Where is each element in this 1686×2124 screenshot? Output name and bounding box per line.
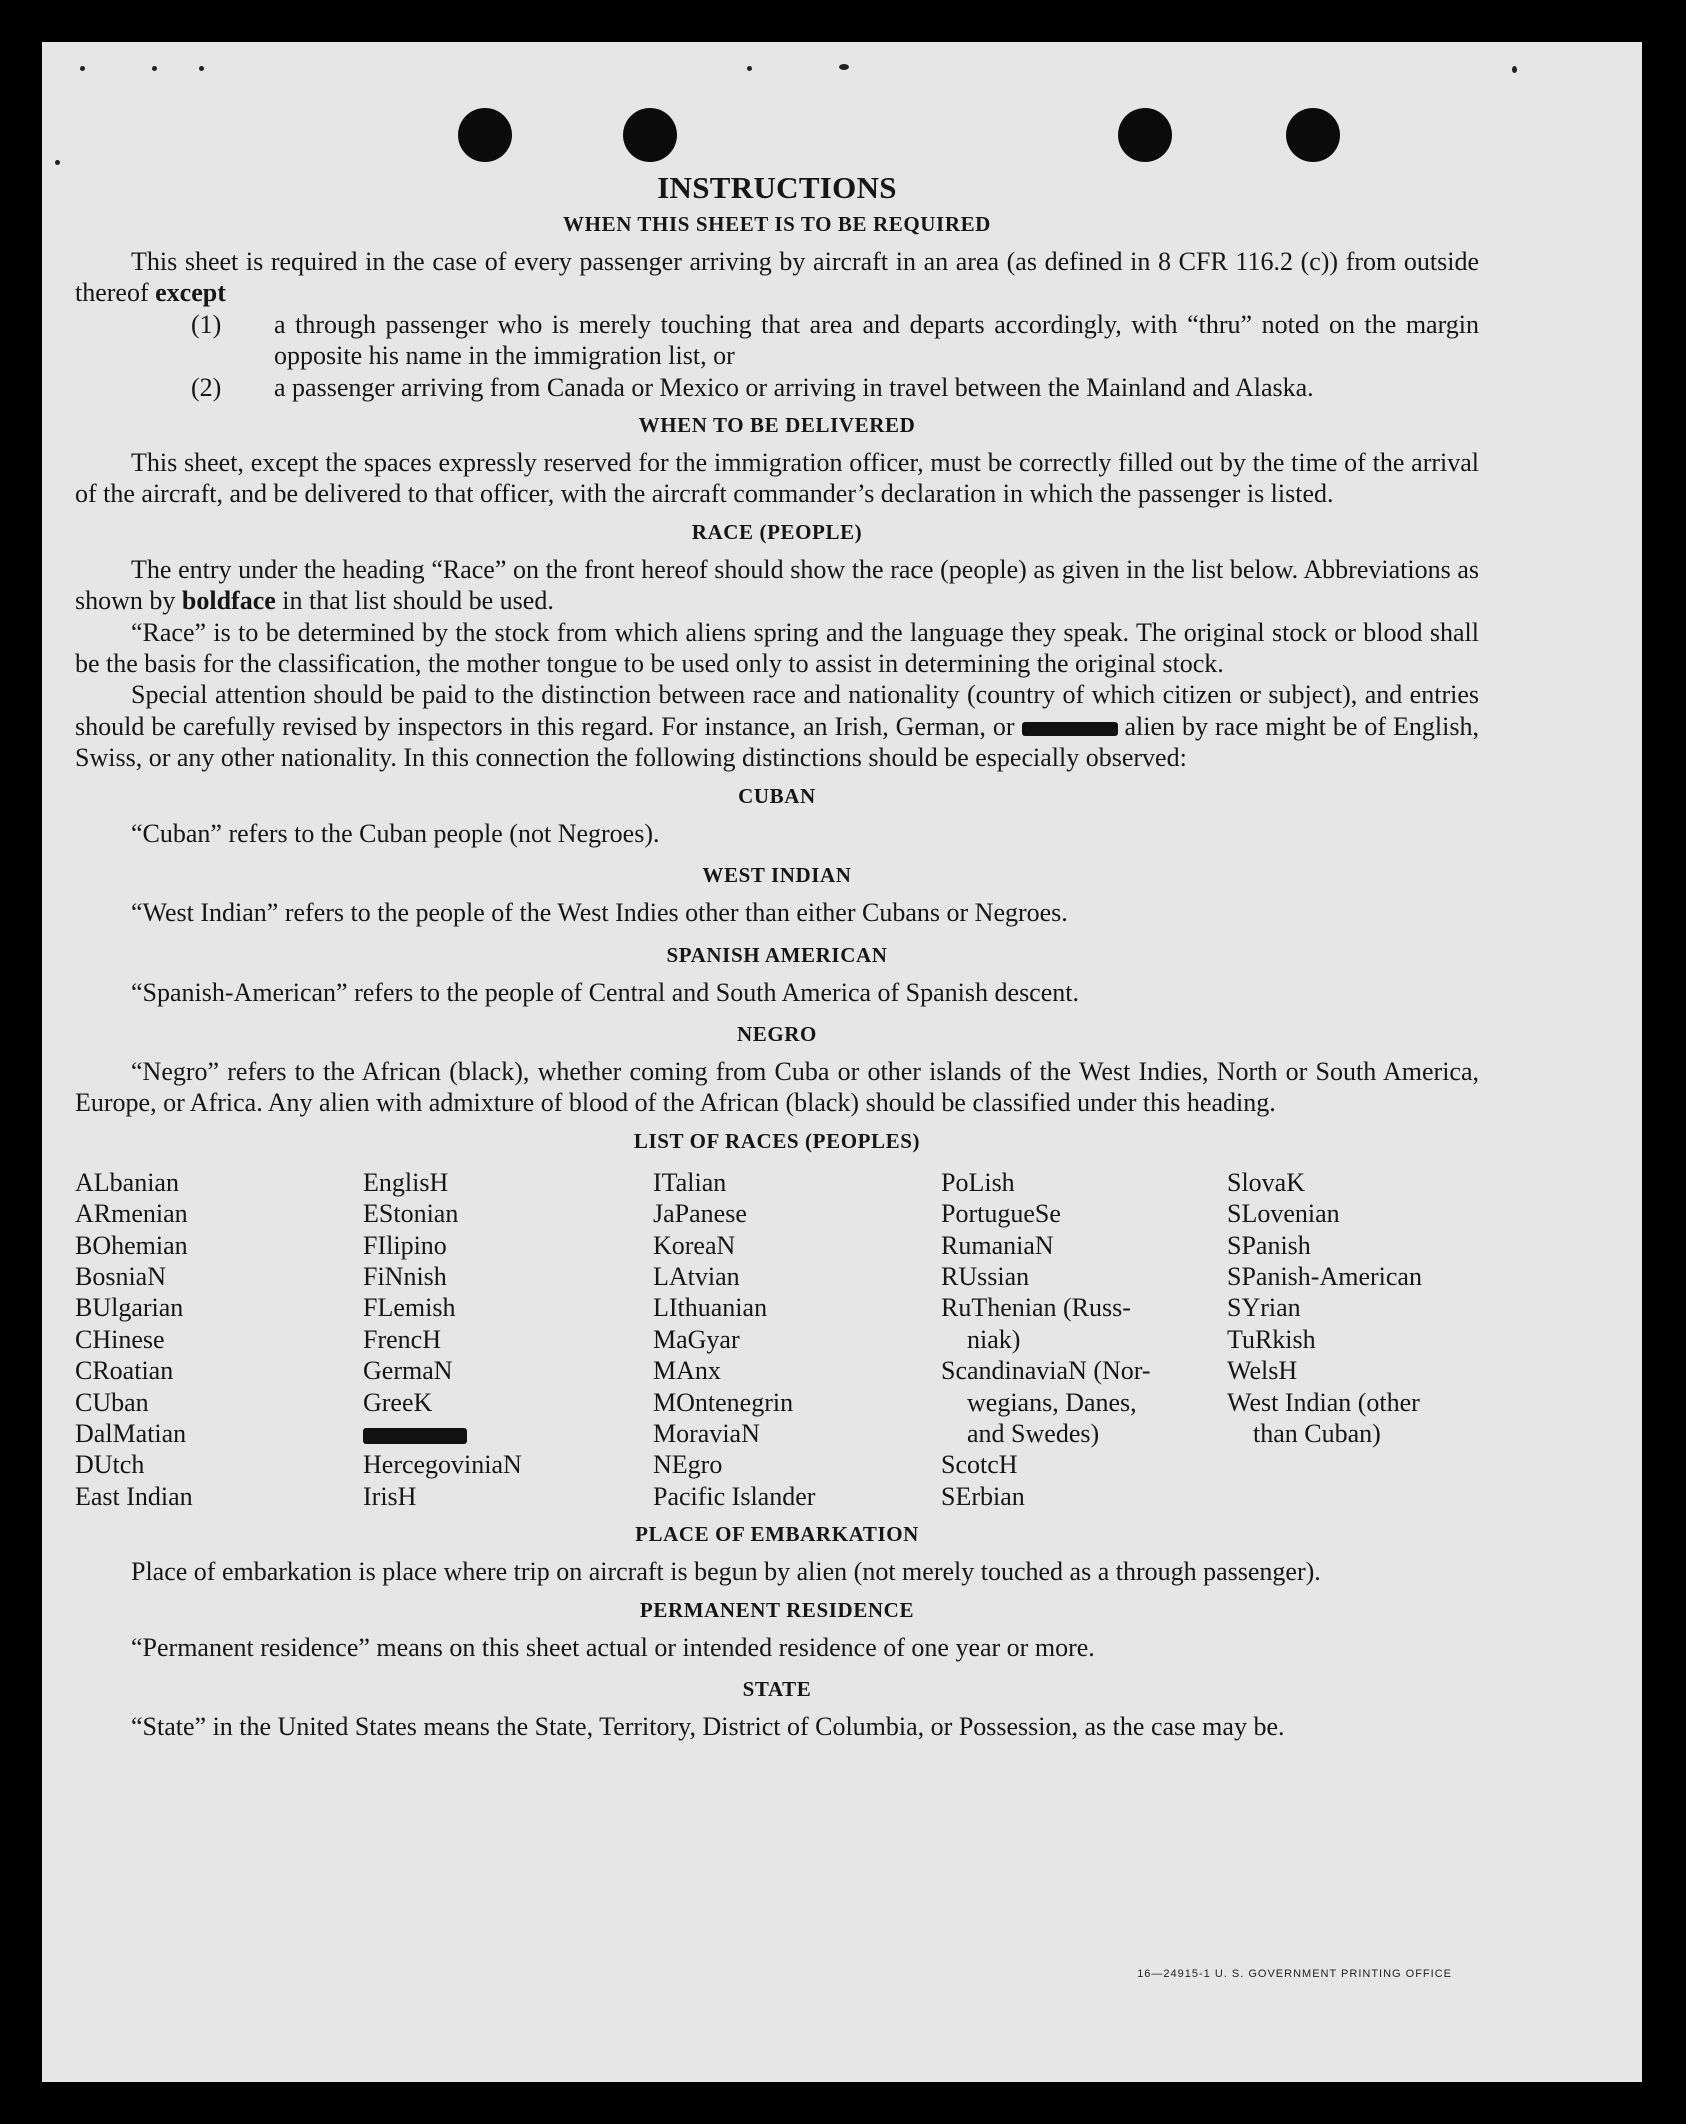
redaction-mark — [363, 1428, 467, 1444]
race-entry: PoLish — [941, 1167, 1015, 1197]
punch-hole — [1286, 108, 1340, 162]
race-entry-continued: than Cuban) — [1253, 1418, 1381, 1448]
race-entry: BosniaN — [75, 1261, 166, 1291]
races-column-4 — [941, 1167, 1227, 1512]
heading-cuban: CUBAN — [738, 783, 816, 808]
negro-text: “Negro” refers to the African (black), whether coming from Cuba or other islands of the West Indies, North or South America, Europe, or Africa. Any alien with admixture of blood of the African (black) should be classified under this heading. — [75, 1056, 1479, 1118]
race-entry: East Indian — [75, 1481, 193, 1511]
race-entry: LAtvian — [653, 1261, 740, 1291]
required-item-2 — [75, 372, 1479, 403]
race-entry: RumaniaN — [941, 1230, 1054, 1260]
race-entry: NEgro — [653, 1450, 723, 1480]
race-p1-text: The entry under the heading “Race” on the front hereof should show the race (people) as given in the list below. Abbreviations as shown by — [75, 554, 1479, 616]
required-intro-bold: except — [155, 278, 226, 308]
race-entry: DUtch — [75, 1450, 145, 1480]
race-entry: SPanish-American — [1227, 1261, 1422, 1291]
race-entry: SlovaK — [1227, 1167, 1305, 1197]
races-column-1 — [75, 1167, 363, 1512]
race-entry: SYrian — [1227, 1293, 1301, 1323]
required-intro — [75, 246, 1479, 309]
west-indian-text: “West Indian” refers to the people of the West Indies other than either Cubans or Negroes. — [131, 898, 1068, 928]
race-entry: BOhemian — [75, 1230, 188, 1260]
printing-office-note: 16—24915-1 U. S. GOVERNMENT PRINTING OFFICE — [1137, 1968, 1452, 1980]
races-column-3 — [653, 1167, 941, 1512]
heading-when-delivered: WHEN TO BE DELIVERED — [638, 413, 916, 438]
race-entry-redacted — [363, 1418, 653, 1449]
race-p1-bold: boldface — [181, 586, 276, 616]
speck — [839, 64, 849, 70]
race-entry: LIthuanian — [653, 1293, 768, 1323]
race-entry: RUssian — [941, 1261, 1030, 1291]
instructions-body — [75, 170, 1479, 1742]
item-number: (2) — [191, 372, 222, 402]
race-entry: SPanish — [1227, 1230, 1311, 1260]
speck — [199, 66, 204, 71]
race-entry: ScotcH — [941, 1450, 1018, 1480]
punch-hole — [623, 108, 677, 162]
race-entry: JaPanese — [653, 1199, 747, 1229]
item-text: a passenger arriving from Canada or Mexico or arriving in travel between the Mainland and Alaska. — [274, 372, 1314, 402]
item-text: a through passenger who is merely touching that area and departs accordingly, with “thru” noted on the margin opposite his name in the immigration list, or — [274, 309, 1479, 371]
race-entry: FIlipino — [363, 1230, 447, 1260]
speck — [1512, 66, 1517, 73]
heading-place-of-embarkation: PLACE OF EMBARKATION — [635, 1522, 919, 1547]
race-entry: ScandinaviaN (Nor- — [941, 1356, 1151, 1386]
races-column-2 — [363, 1167, 653, 1512]
race-entry: MoraviaN — [653, 1418, 760, 1448]
heading-list-of-races: LIST OF RACES (PEOPLES) — [633, 1128, 921, 1153]
race-entry: MOntenegrin — [653, 1387, 794, 1417]
race-entry: BUlgarian — [75, 1293, 184, 1323]
race-entry: HercegoviniaN — [363, 1450, 522, 1480]
heading-race: RACE (PEOPLE) — [691, 519, 863, 544]
race-entry: MAnx — [653, 1356, 721, 1386]
race-entry: RuThenian (Russ- — [941, 1293, 1131, 1323]
race-entry: SErbian — [941, 1481, 1025, 1511]
heading-when-required: WHEN THIS SHEET IS TO BE REQUIRED — [563, 212, 991, 236]
race-paragraph-3 — [75, 679, 1479, 773]
race-entry: Pacific Islander — [653, 1481, 816, 1511]
race-entry: CRoatian — [75, 1356, 174, 1386]
speck — [747, 66, 752, 71]
delivered-text: This sheet, except the spaces expressly reserved for the immigration officer, must be correctly filled out by the time of the arrival of the aircraft, and be delivered to that officer, with the aircraft commander’s declaration in which the passenger is listed. — [75, 448, 1479, 509]
race-entry: EStonian — [363, 1199, 459, 1229]
state-text: “State” in the United States means the State, Territory, District of Columbia, or Possession, as the case may be. — [131, 1712, 1285, 1741]
heading-west-indian: WEST INDIAN — [702, 863, 852, 888]
race-entry: GermaN — [363, 1356, 453, 1386]
race-entry: IrisH — [363, 1481, 417, 1511]
race-entry: ALbanian — [75, 1167, 179, 1197]
item-number: (1) — [191, 309, 222, 339]
race-entry: MaGyar — [653, 1324, 740, 1354]
race-p3-text-end: alien by race might be of English, Swiss, or any other nationality. In this connection the following distinctions should be especially observed: — [75, 711, 1479, 773]
race-entry: GreeK — [363, 1387, 433, 1417]
heading-state: STATE — [742, 1677, 812, 1701]
speck — [55, 160, 60, 165]
punch-hole — [1118, 108, 1172, 162]
race-entry: CHinese — [75, 1324, 165, 1354]
race-entry: PortugueSe — [941, 1199, 1061, 1229]
speck — [152, 66, 157, 71]
cuban-text: “Cuban” refers to the Cuban people (not Negroes). — [131, 818, 660, 848]
race-entry-continued: wegians, Danes, — [967, 1387, 1137, 1417]
required-item-1 — [75, 309, 1479, 372]
residence-text: “Permanent residence” means on this sheet actual or intended residence of one year or more. — [131, 1632, 1095, 1662]
spanish-american-text: “Spanish-American” refers to the people of Central and South America of Spanish descent. — [131, 977, 1079, 1007]
race-entry: FrencH — [363, 1324, 441, 1354]
race-entry: ARmenian — [75, 1199, 188, 1229]
punch-hole — [458, 108, 512, 162]
race-entry: KoreaN — [653, 1230, 736, 1260]
race-entry: FLemish — [363, 1293, 456, 1323]
race-entry: EnglisH — [363, 1167, 449, 1197]
document-sheet — [42, 42, 1642, 2082]
race-entry: DalMatian — [75, 1418, 187, 1448]
race-entry-continued: and Swedes) — [967, 1418, 1100, 1448]
race-entry-continued: niak) — [967, 1324, 1021, 1354]
heading-negro: NEGRO — [736, 1021, 817, 1046]
race-entry: ITalian — [653, 1167, 727, 1197]
races-list — [75, 1167, 1479, 1512]
race-entry: TuRkish — [1227, 1324, 1316, 1354]
race-paragraph-2: “Race” is to be determined by the stock from which aliens spring and the language they speak. The original stock or blood shall be the basis for the classification, the mother tongue to be used only to assist in determining the original stock. — [75, 617, 1479, 679]
race-entry: SLovenian — [1227, 1199, 1340, 1229]
embarkation-text: Place of embarkation is place where trip on aircraft is begun by alien (not merely touched as a through passenger). — [131, 1557, 1321, 1587]
speck — [80, 66, 85, 71]
race-entry: FiNnish — [363, 1261, 447, 1291]
redaction-mark — [1022, 722, 1118, 736]
races-column-5 — [1227, 1167, 1479, 1512]
page-title: INSTRUCTIONS — [657, 170, 897, 205]
heading-spanish-american: SPANISH AMERICAN — [666, 942, 888, 967]
required-intro-text: This sheet is required in the case of every passenger arriving by aircraft in an area (as defined in 8 CFR 116.2 (c)) from outside thereof — [75, 247, 1479, 308]
race-entry: CUban — [75, 1387, 149, 1417]
race-entry: WelsH — [1227, 1356, 1298, 1386]
heading-permanent-residence: PERMANENT RESIDENCE — [639, 1597, 915, 1622]
race-paragraph-1 — [75, 554, 1479, 617]
race-p3-text: Special attention should be paid to the distinction between race and nationality (country of which citizen or subject), and entries should be carefully revised by inspectors in this regard. For instance, an Irish, German, or — [75, 680, 1479, 741]
race-p1-text-end: in that list should be used. — [275, 586, 554, 616]
race-entry: West Indian (other — [1227, 1387, 1420, 1417]
